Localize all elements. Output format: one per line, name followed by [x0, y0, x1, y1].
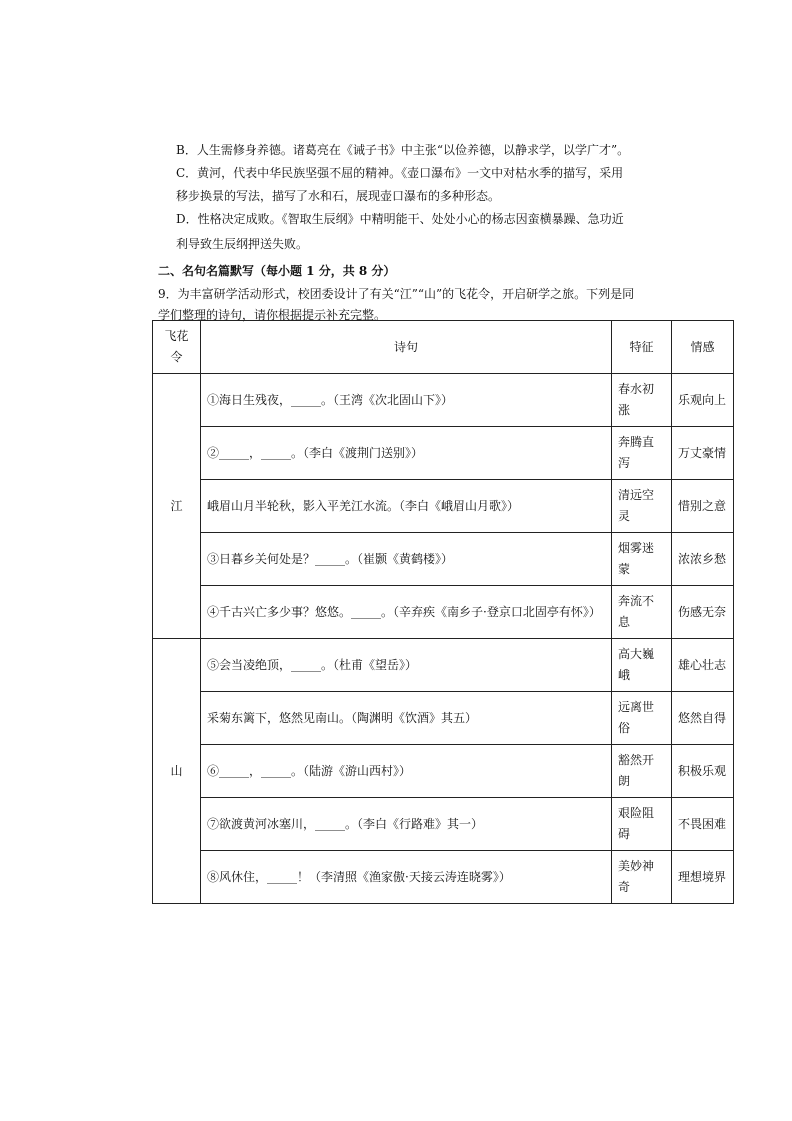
header-feature: 特征 — [612, 321, 672, 374]
feature-cell: 艰险阻碍 — [612, 798, 672, 851]
table-row — [153, 745, 734, 798]
poem-cell: ⑧风休住，_____！（李清照《渔家傲·天接云涛连晓雾》） — [201, 851, 612, 904]
emotion-cell: 万丈豪情 — [672, 427, 734, 480]
table-row — [153, 851, 734, 904]
poem-cell: ③日暮乡关何处是？_____。（崔颢《黄鹤楼》） — [201, 533, 612, 586]
table-row — [153, 533, 734, 586]
group-key-shan: 山 — [153, 639, 201, 904]
table-row — [153, 480, 734, 533]
feature-cell: 远离世俗 — [612, 692, 672, 745]
emotion-cell: 伤感无奈 — [672, 586, 734, 639]
emotion-cell: 不畏困难 — [672, 798, 734, 851]
option-c-line1: C．黄河，代表中华民族坚强不屈的精神。《壶口瀑布》一文中对枯水季的描写，采用 — [176, 166, 624, 180]
emotion-cell: 惜别之意 — [672, 480, 734, 533]
header-poem: 诗句 — [201, 321, 612, 374]
option-d-line2: 利导致生辰纲押送失败。 — [176, 237, 309, 251]
feature-cell: 奔腾直泻 — [612, 427, 672, 480]
feature-cell: 春水初涨 — [612, 374, 672, 427]
emotion-cell: 悠然自得 — [672, 692, 734, 745]
question-line2: 学们整理的诗句，请你根据提示补充完整。 — [158, 308, 387, 322]
emotion-cell: 乐观向上 — [672, 374, 734, 427]
table-header-row — [153, 321, 734, 374]
poem-cell: 峨眉山月半轮秋，影入平羌江水流。（李白《峨眉山月歌》） — [201, 480, 612, 533]
question-line1: 9．为丰富研学活动形式，校团委设计了有关“江”“山”的飞花令，开启研学之旅。下列是同 — [158, 287, 635, 301]
table-row — [153, 374, 734, 427]
table-row — [153, 586, 734, 639]
poem-cell: ②_____，_____。（李白《渡荆门送别》） — [201, 427, 612, 480]
feature-cell: 高大巍峨 — [612, 639, 672, 692]
table-row — [153, 427, 734, 480]
group-key-jiang: 江 — [153, 374, 201, 639]
option-d-line1: D．性格决定成败。《智取生辰纲》中精明能干、处处小心的杨志因蛮横暴躁、急功近 — [176, 212, 624, 226]
emotion-cell: 雄心壮志 — [672, 639, 734, 692]
table-row — [153, 639, 734, 692]
feature-cell: 奔流不息 — [612, 586, 672, 639]
feature-cell: 清远空灵 — [612, 480, 672, 533]
option-c-line2: 移步换景的写法，描写了水和石，展现壶口瀑布的多种形态。 — [176, 189, 501, 203]
option-b: B．人生需修身养德。诸葛亮在《诫子书》中主张“以俭养德，以静求学，以学广才”。 — [176, 143, 630, 157]
poem-cell: ⑥_____，_____。（陆游《游山西村》） — [201, 745, 612, 798]
emotion-cell: 积极乐观 — [672, 745, 734, 798]
poem-cell: 采菊东篱下，悠然见南山。（陶渊明《饮酒》其五） — [201, 692, 612, 745]
table-row — [153, 692, 734, 745]
poem-table — [152, 320, 734, 904]
emotion-cell: 理想境界 — [672, 851, 734, 904]
feature-cell: 豁然开朗 — [612, 745, 672, 798]
section-title: 二、名句名篇默写（每小题 1 分，共 8 分） — [158, 264, 396, 278]
poem-cell: ①海日生残夜，_____。（王湾《次北固山下》） — [201, 374, 612, 427]
feature-cell: 烟雾迷蒙 — [612, 533, 672, 586]
poem-cell: ⑦欲渡黄河冰塞川，_____。（李白《行路难》其一） — [201, 798, 612, 851]
table-row — [153, 798, 734, 851]
header-emotion: 情感 — [672, 321, 734, 374]
poem-cell: ④千古兴亡多少事？悠悠。_____。（辛弃疾《南乡子·登京口北固亭有怀》） — [201, 586, 612, 639]
poem-cell: ⑤会当凌绝顶，_____。（杜甫《望岳》） — [201, 639, 612, 692]
emotion-cell: 浓浓乡愁 — [672, 533, 734, 586]
header-feihualing: 飞花令 — [153, 321, 201, 374]
feature-cell: 美妙神奇 — [612, 851, 672, 904]
